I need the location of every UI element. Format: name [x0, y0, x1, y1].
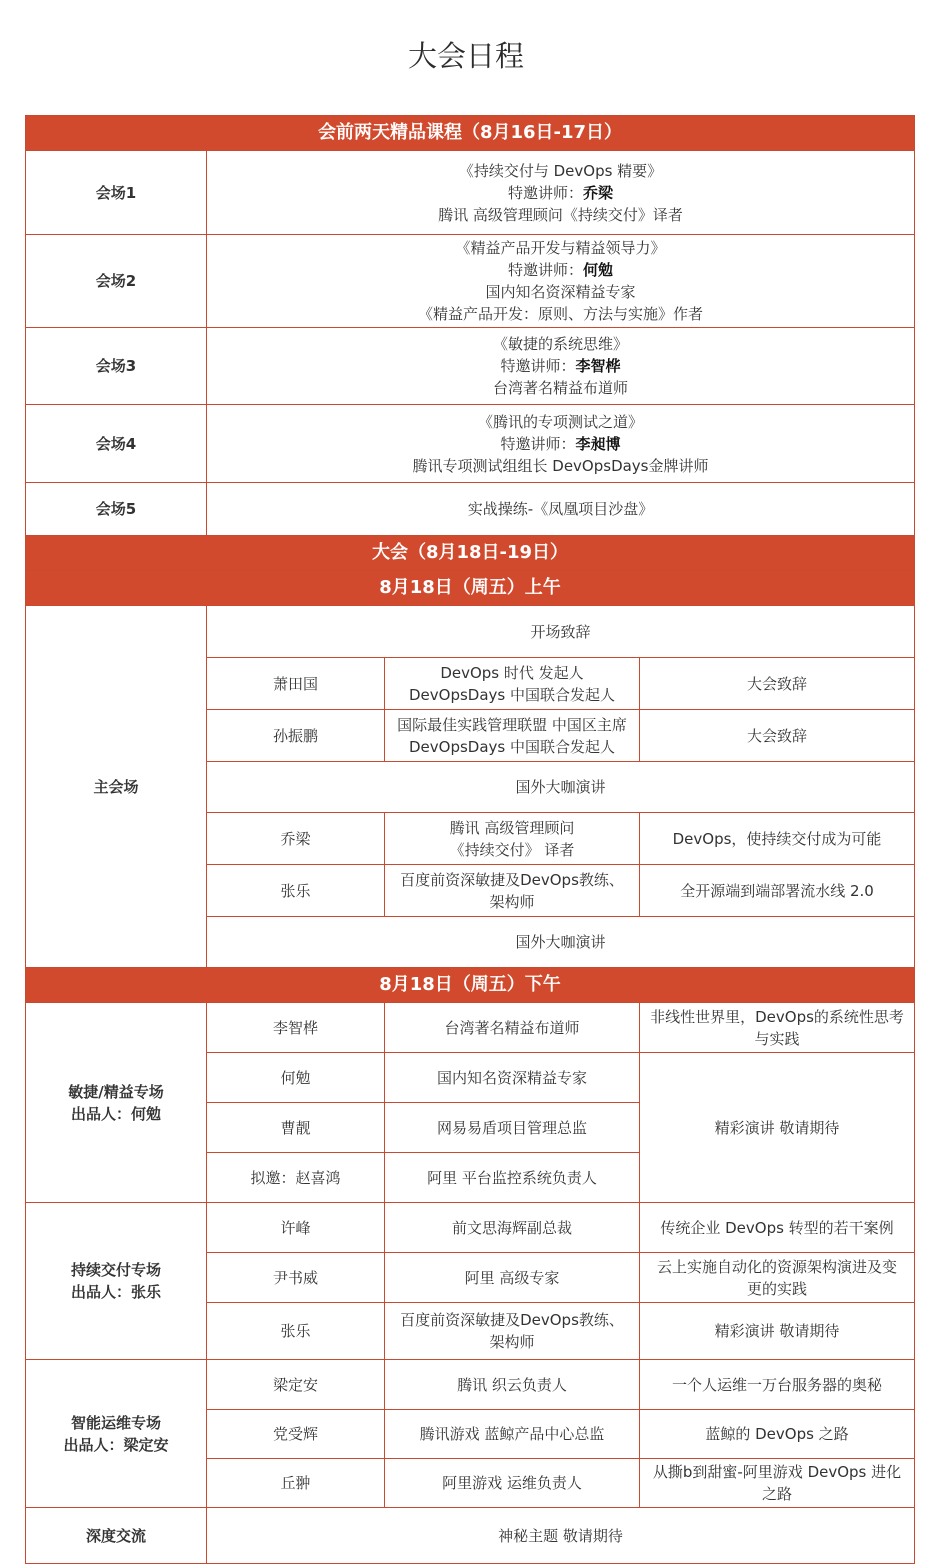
talk-topic: 精彩演讲 敬请期待 — [640, 1053, 915, 1203]
talk-topic: 精彩演讲 敬请期待 — [640, 1303, 915, 1360]
talk-topic — [640, 1459, 915, 1508]
page-title: 大会日程 — [407, 39, 524, 73]
speaker-name: 党受辉 — [207, 1410, 385, 1459]
lecturer-prefix: 特邀讲师： — [508, 261, 584, 279]
speaker-title: 国内知名资深精益专家 — [385, 1053, 640, 1103]
venue-name: 会场1 — [26, 151, 207, 235]
speaker-title-line: 国际最佳实践管理联盟 中国区主席 — [397, 715, 627, 734]
talk-topic-line: 非线性世界里，DevOps的系统性思考 — [650, 1007, 904, 1026]
venue-course-cell — [207, 235, 915, 328]
speaker-title: 阿里 平台监控系统负责人 — [385, 1153, 640, 1203]
track-producer: 出品人：何勉 — [70, 1104, 161, 1123]
track-name-cell — [26, 1003, 207, 1203]
lecturer-line — [211, 433, 910, 455]
main-venue-name: 主会场 — [26, 606, 207, 968]
talk-topic: 传统企业 DevOps 转型的若干案例 — [640, 1203, 915, 1253]
talk-row — [26, 1360, 915, 1410]
venue-row — [26, 151, 915, 235]
lecturer-line — [211, 259, 910, 281]
course-title: 《精益产品开发与精益领导力》 — [455, 239, 666, 257]
session-span: 国外大咖演讲 — [207, 762, 915, 813]
afternoon-band-row — [26, 968, 915, 1003]
conference-band-row — [26, 536, 915, 571]
speaker-title-line: 《持续交付》 译者 — [449, 840, 575, 859]
pre-conference-band-row — [26, 116, 915, 151]
talk-topic-line: 云上实施自动化的资源架构演进及变 — [657, 1257, 898, 1276]
course-title: 《敏捷的系统思维》 — [493, 335, 629, 353]
talk-topic: 大会致辞 — [640, 658, 915, 710]
talk-row — [26, 1003, 915, 1053]
lecturer-name: 李昶博 — [575, 434, 621, 453]
speaker-name: 张乐 — [207, 865, 385, 917]
speaker-title-line: DevOpsDays 中国联合发起人 — [408, 685, 615, 704]
course-title: 实战操练-《凤凰项目沙盘》 — [207, 483, 915, 536]
venue-course-cell — [207, 328, 915, 405]
speaker-title: 台湾著名精益布道师 — [385, 1003, 640, 1053]
venue-row — [26, 328, 915, 405]
speaker-name: 尹书威 — [207, 1253, 385, 1303]
course-title: 《腾讯的专项测试之道》 — [478, 412, 644, 431]
venue-name: 会场5 — [26, 483, 207, 536]
talk-topic-line: 与实践 — [754, 1029, 800, 1048]
speaker-title-line: 架构师 — [489, 1333, 535, 1351]
speaker-title-line: 腾讯 高级管理顾问 — [449, 818, 575, 837]
session-span: 国外大咖演讲 — [207, 917, 915, 968]
lecturer-line — [211, 355, 910, 377]
talk-topic: 一个人运维一万台服务器的奥秘 — [640, 1360, 915, 1410]
speaker-name: 许峰 — [207, 1203, 385, 1253]
track-name: 持续交付专场 — [70, 1261, 161, 1279]
lecturer-bio: 腾讯 高级管理顾问《持续交付》译者 — [438, 205, 683, 224]
speaker-name: 张乐 — [207, 1303, 385, 1360]
venue-course-cell — [207, 151, 915, 235]
pre-conference-band: 会前两天精品课程（8月16日-17日） — [26, 116, 915, 151]
speaker-title: 腾讯游戏 蓝鲸产品中心总监 — [385, 1410, 640, 1459]
speaker-title-line: 架构师 — [489, 892, 535, 911]
talk-topic — [640, 1253, 915, 1303]
speaker-name: 萧田国 — [207, 658, 385, 710]
speaker-name: 丘翀 — [207, 1459, 385, 1508]
exchange-topic: 神秘主题 敬请期待 — [207, 1508, 915, 1564]
speaker-name: 李智桦 — [207, 1003, 385, 1053]
speaker-title: 腾讯 织云负责人 — [385, 1360, 640, 1410]
talk-topic-line: 之路 — [762, 1485, 793, 1503]
speaker-title: 阿里游戏 运维负责人 — [385, 1459, 640, 1508]
course-title: 《持续交付与 DevOps 精要》 — [458, 161, 663, 180]
schedule-table — [25, 115, 915, 1564]
venue-name: 会场4 — [26, 405, 207, 483]
speaker-name: 孙振鹏 — [207, 710, 385, 762]
lecturer-bio: 台湾著名精益布道师 — [493, 379, 629, 397]
lecturer-prefix: 特邀讲师： — [500, 357, 576, 375]
venue-row — [26, 405, 915, 483]
speaker-title: 阿里 高级专家 — [385, 1253, 640, 1303]
speaker-name: 何勉 — [207, 1053, 385, 1103]
venue-course-cell — [207, 405, 915, 483]
speaker-title — [385, 658, 640, 710]
talk-topic-line: 从撕b到甜蜜-阿里游戏 DevOps 进化 — [652, 1463, 902, 1481]
lecturer-line — [211, 182, 910, 204]
speaker-title: 网易易盾项目管理总监 — [385, 1103, 640, 1153]
venue-name: 会场3 — [26, 328, 207, 405]
track-name-cell — [26, 1203, 207, 1360]
morning-band-row — [26, 571, 915, 606]
speaker-title-line: 百度前资深敏捷及DevOps教练、 — [400, 870, 624, 889]
talk-topic-line: 更的实践 — [747, 1279, 808, 1298]
venue-row — [26, 483, 915, 536]
speaker-name: 曹靓 — [207, 1103, 385, 1153]
speaker-name: 梁定安 — [207, 1360, 385, 1410]
speaker-title: 前文思海辉副总裁 — [385, 1203, 640, 1253]
lecturer-prefix: 特邀讲师： — [500, 434, 576, 453]
lecturer-prefix: 特邀讲师： — [508, 183, 584, 202]
speaker-title-line: DevOps 时代 发起人 — [440, 663, 584, 682]
speaker-title — [385, 813, 640, 865]
session-row — [26, 606, 915, 658]
speaker-title-line: 百度前资深敏捷及DevOps教练、 — [400, 1311, 624, 1329]
talk-topic: 全开源端到端部署流水线 2.0 — [640, 865, 915, 917]
track-name-cell — [26, 1360, 207, 1508]
talk-topic: DevOps，使持续交付成为可能 — [640, 813, 915, 865]
lecturer-name: 何勉 — [583, 261, 614, 279]
lecturer-bio: 腾讯专项测试组组长 DevOpsDays金牌讲师 — [412, 456, 709, 475]
speaker-name: 拟邀：赵喜鸿 — [207, 1153, 385, 1203]
talk-row — [26, 1203, 915, 1253]
speaker-title — [385, 710, 640, 762]
talk-topic: 大会致辞 — [640, 710, 915, 762]
morning-band: 8月18日（周五）上午 — [26, 571, 915, 606]
session-span: 开场致辞 — [207, 606, 915, 658]
exchange-row — [26, 1508, 915, 1564]
talk-topic: 蓝鲸的 DevOps 之路 — [640, 1410, 915, 1459]
venue-name: 会场2 — [26, 235, 207, 328]
venue-row — [26, 235, 915, 328]
speaker-title-line: DevOpsDays 中国联合发起人 — [408, 737, 615, 756]
afternoon-band: 8月18日（周五）下午 — [26, 968, 915, 1003]
speaker-name: 乔梁 — [207, 813, 385, 865]
track-producer: 出品人：梁定安 — [63, 1435, 169, 1454]
speaker-title — [385, 1303, 640, 1360]
lecturer-name: 李智桦 — [575, 357, 621, 375]
exchange-name: 深度交流 — [26, 1508, 207, 1564]
track-name: 敏捷/精益专场 — [68, 1082, 164, 1101]
lecturer-bio: 国内知名资深精益专家 — [485, 283, 636, 301]
track-name: 智能运维专场 — [70, 1413, 161, 1432]
conference-band: 大会（8月18日-19日） — [26, 536, 915, 571]
speaker-title — [385, 865, 640, 917]
track-producer: 出品人：张乐 — [70, 1283, 161, 1301]
talk-topic — [640, 1003, 915, 1053]
lecturer-name: 乔梁 — [583, 183, 614, 202]
lecturer-bio: 《精益产品开发：原则、方法与实施》作者 — [418, 305, 704, 323]
